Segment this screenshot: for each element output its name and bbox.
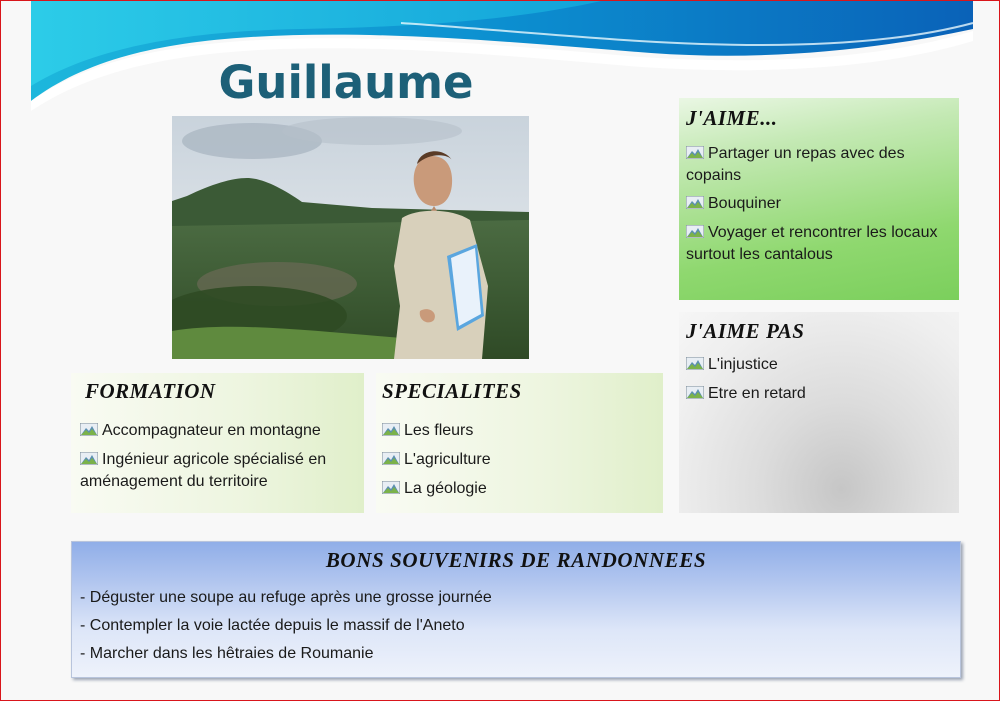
specialities-heading: SPECIALITES [382,379,522,403]
memories-item-text: - Marcher dans les hêtraies de Roumanie [80,645,374,662]
mountain-bullet-icon [382,450,400,471]
mountain-bullet-icon [686,144,704,165]
likes-item-text: Voyager et rencontrer les locaux surtout les cantalous [686,224,938,263]
specialities-item-text: Les fleurs [404,422,474,439]
list-item [80,420,354,442]
list-item [382,449,653,471]
formation-item-text: Ingénieur agricole spécialisé en aménagement du territoire [80,451,327,490]
mountain-bullet-icon [686,384,704,405]
likes-item-text: Partager un repas avec des copains [686,145,905,184]
memories-panel [71,541,961,678]
list-item [80,449,354,492]
mountain-bullet-icon [686,223,704,244]
memories-item-text: - Déguster une soupe au refuge après une grosse journée [80,589,492,606]
list-item [686,143,951,186]
mountain-bullet-icon [686,355,704,376]
page-title: Guillaume [218,56,474,109]
mountain-bullet-icon [80,421,98,442]
dislikes-panel [679,312,959,513]
header-wave-banner [1,1,999,111]
memories-item-text: - Contempler la voie lactée depuis le massif de l'Aneto [80,617,465,634]
formation-panel [71,373,364,513]
memories-heading: BONS SOUVENIRS DE RANDONNEES [325,548,707,572]
formation-heading: FORMATION [85,379,216,403]
specialities-item-text: L'agriculture [404,451,491,468]
dislikes-item-text: L'injustice [708,356,778,373]
list-item [382,420,653,442]
mountain-bullet-icon [382,479,400,500]
mountain-bullet-icon [686,194,704,215]
likes-panel [679,98,959,300]
formation-item-text: Accompagnateur en montagne [102,422,321,439]
portrait-photo [172,116,529,359]
list-item [686,354,951,376]
dislikes-heading: J'AIME PAS [686,319,805,343]
list-item [382,478,653,500]
dislikes-item-text: Etre en retard [708,385,806,402]
list-item [686,383,951,405]
specialities-panel [376,373,663,513]
specialities-item-text: La géologie [404,480,487,497]
list-item [686,193,951,215]
likes-item-text: Bouquiner [708,195,781,212]
list-item [686,222,951,265]
mountain-bullet-icon [382,421,400,442]
mountain-bullet-icon [80,450,98,471]
likes-heading: J'AIME... [686,106,778,130]
